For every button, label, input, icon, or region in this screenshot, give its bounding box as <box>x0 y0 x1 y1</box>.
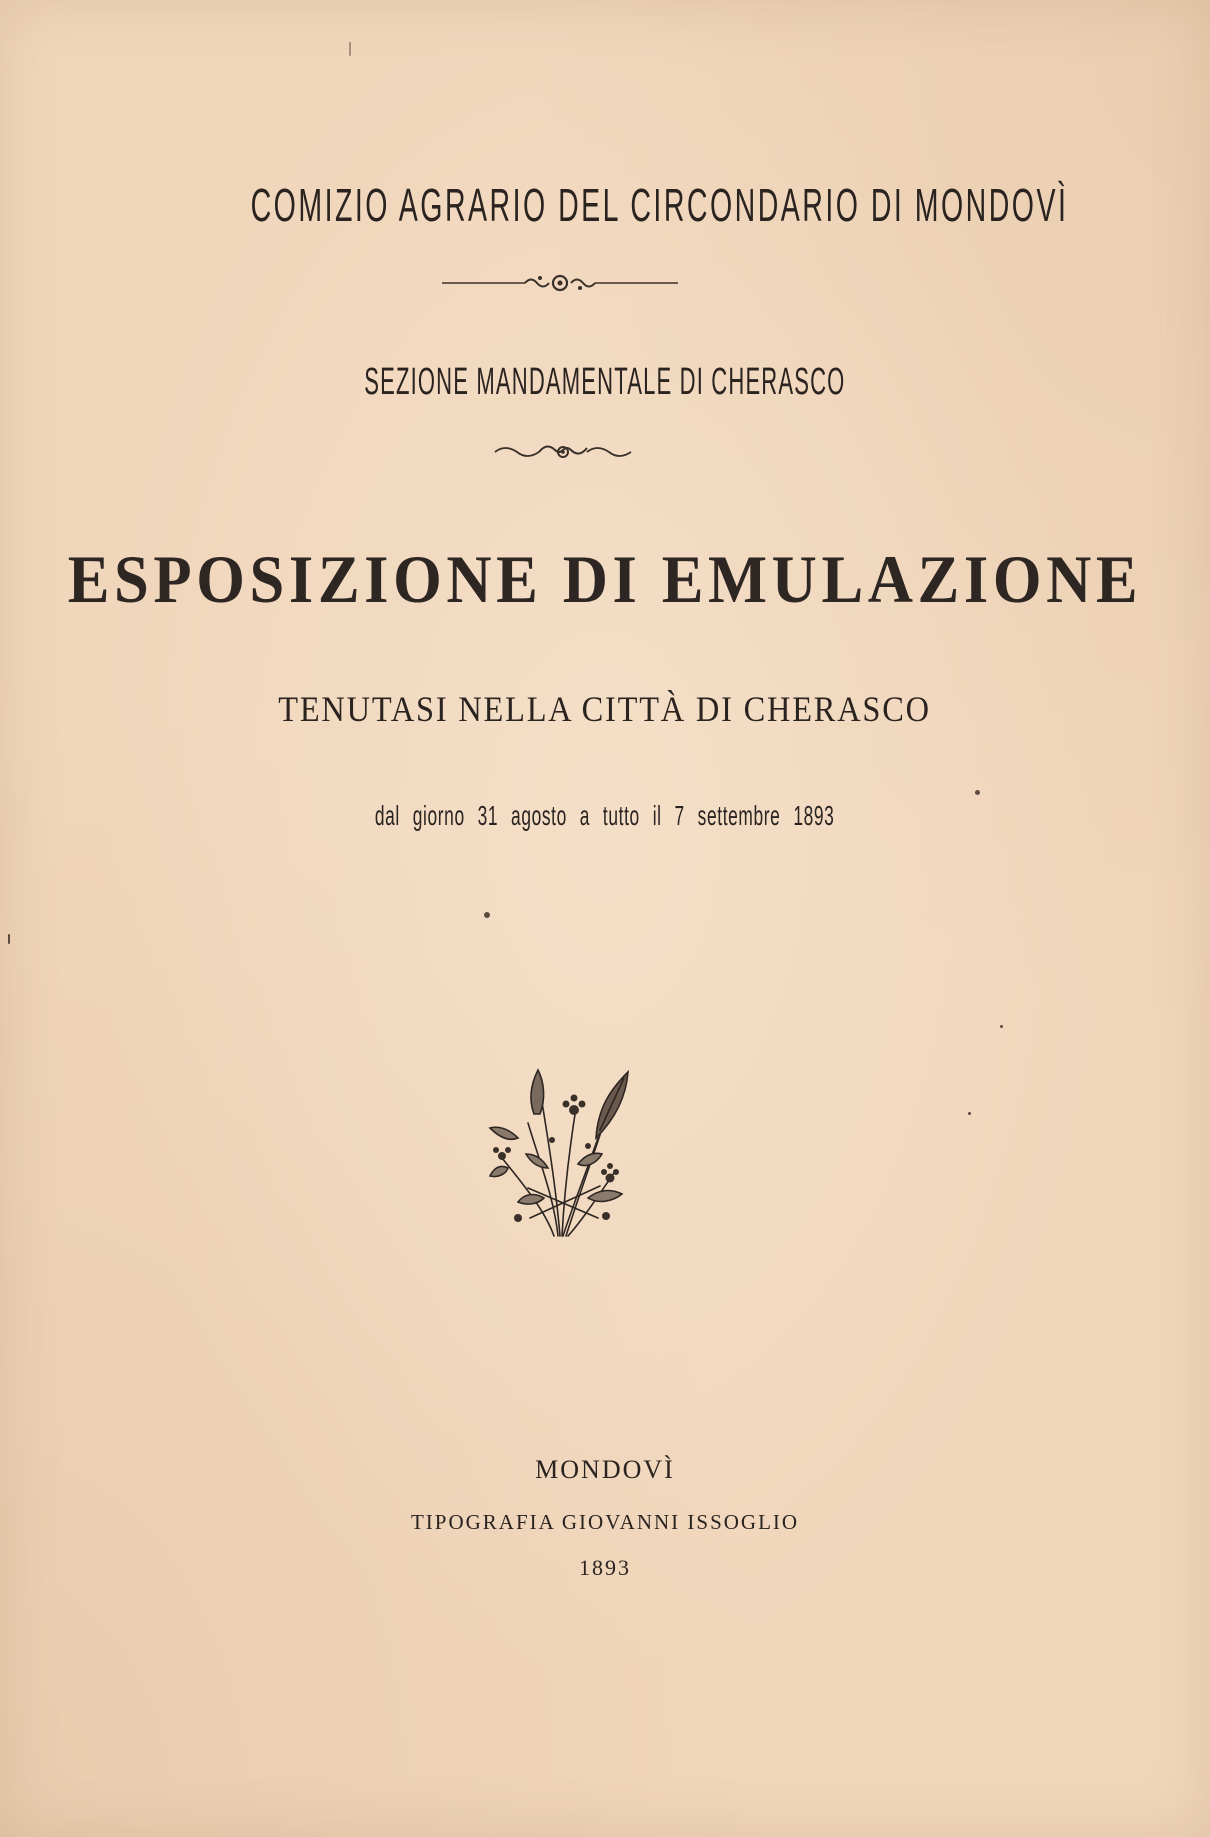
imprint-year: 1893 <box>579 1555 631 1580</box>
main-title <box>0 540 1210 619</box>
paper-speck <box>8 934 10 944</box>
header-comizio <box>0 178 1210 232</box>
paper-speck <box>968 1112 971 1115</box>
botanical-bouquet-icon <box>488 1068 633 1238</box>
paper-speck <box>975 790 980 795</box>
exhibition-dates <box>0 800 1210 833</box>
paper-speck <box>349 42 351 56</box>
exhibition-dates-text: dal giorno 31 agosto a tutto il 7 settembre 1893 <box>375 800 835 831</box>
paper-speck <box>1000 1025 1003 1028</box>
header-comizio-text: COMIZIO AGRARIO DEL CIRCONDARIO DI MONDOVÌ <box>250 179 1069 231</box>
scroll-divider-icon <box>440 270 680 296</box>
subtitle <box>0 688 1210 730</box>
imprint-city: MONDOVÌ <box>535 1455 675 1484</box>
header-sezione-text: SEZIONE MANDAMENTALE DI CHERASCO <box>364 361 846 403</box>
small-scroll-divider-icon <box>493 440 633 464</box>
subtitle-text: TENUTASI NELLA CITTÀ DI CHERASCO <box>278 689 932 729</box>
imprint-printer: TIPOGRAFIA GIOVANNI ISSOGLIO <box>410 1510 800 1534</box>
paper-speck <box>484 912 490 918</box>
header-sezione <box>0 360 1210 404</box>
main-title-text: ESPOSIZIONE DI EMULAZIONE <box>67 541 1143 617</box>
